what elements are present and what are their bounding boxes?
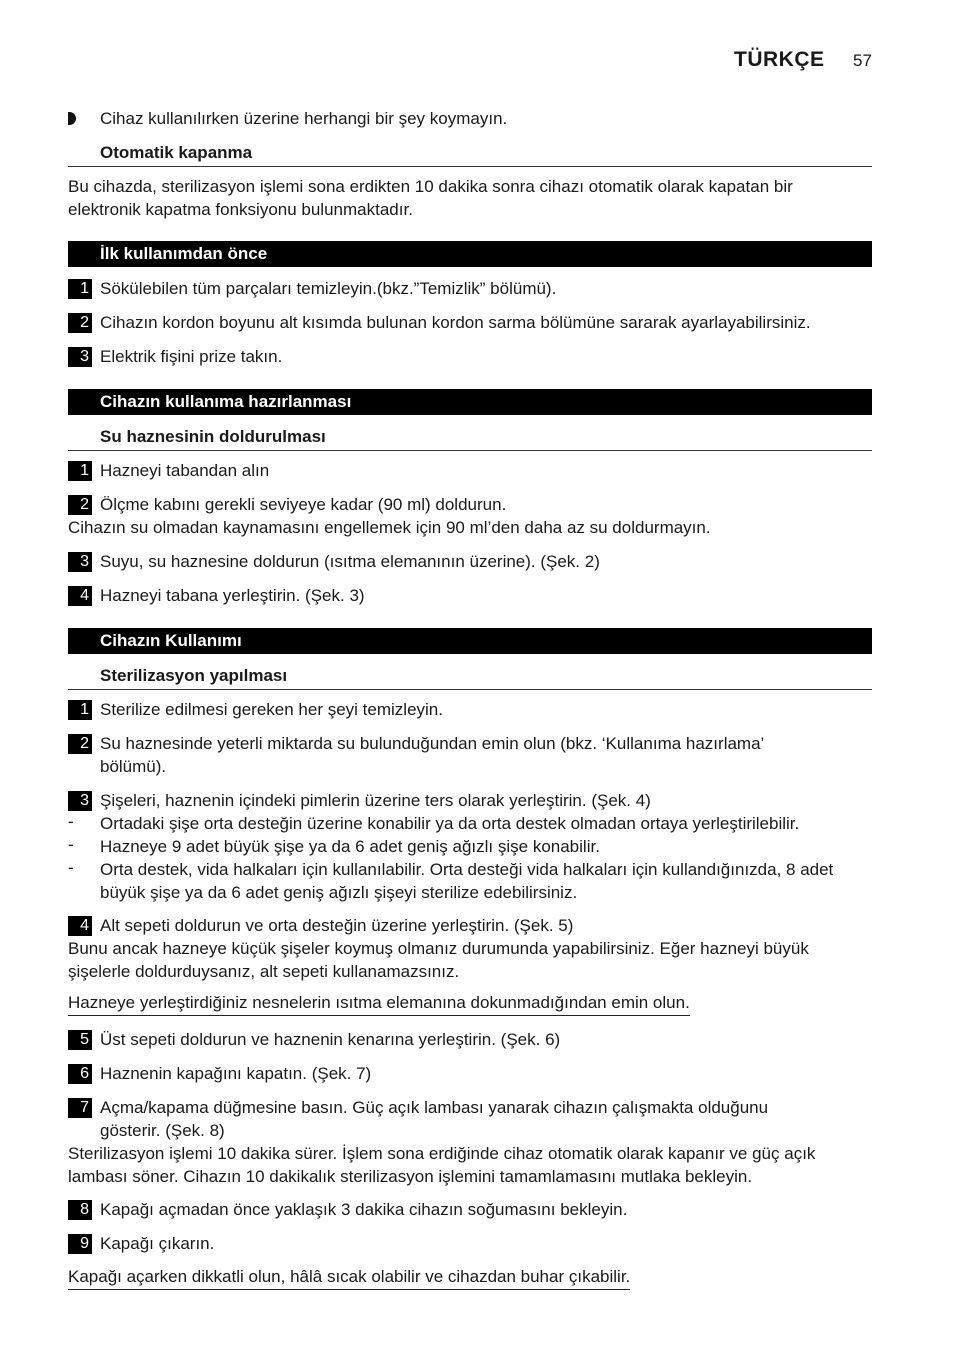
step-text: Şişeleri, haznenin içindeki pimlerin üzerine ters olarak yerleştirin. (Şek. 4): [100, 791, 651, 810]
step-text: Sökülebilen tüm parçaları temizleyin.(bkz.”Temizlik” bölümü).: [100, 279, 557, 298]
dash-item: Hazneye 9 adet büyük şişe ya da 6 adet geniş ağızlı şişe konabilir.: [100, 837, 600, 856]
step-number: 3: [68, 552, 92, 572]
dash-icon: -: [68, 858, 74, 877]
step-note: Cihazın su olmadan kaynamasını engellemek için 90 ml’den daha az su doldurmayın.: [68, 518, 711, 537]
usage-subheading: [68, 664, 872, 690]
warning-text: Hazneye yerleştirdiğiniz nesnelerin ısıtma elemanına dokunmadığından emin olun.: [68, 993, 690, 1016]
dash-item: Orta destek, vida halkaları için kullanılabilir. Orta desteği vida halkaları için kullandığınızda, 8 adet: [100, 860, 834, 879]
step-number: 1: [68, 700, 92, 720]
step-number: 2: [68, 734, 92, 754]
step-text: Cihazın kordon boyunu alt kısımda bulunan kordon sarma bölümüne sararak ayarlayabilirsiniz.: [100, 313, 811, 332]
step-number: 1: [68, 279, 92, 299]
step-text: Haznenin kapağını kapatın. (Şek. 7): [100, 1064, 372, 1083]
section-bar-usage: [68, 628, 872, 654]
step-number: 7: [68, 1098, 92, 1118]
step-text: Sterilize edilmesi gereken her şeyi temizleyin.: [100, 700, 443, 719]
bullet-icon: [68, 112, 76, 125]
step-number: 3: [68, 791, 92, 811]
step-note-cont: lambası söner. Cihazın 10 dakikalık sterilizasyon işlemini tamamlamasını mutlaka bekleyin.: [68, 1167, 753, 1186]
step-text: Hazneyi tabandan alın: [100, 461, 270, 480]
step-text: Hazneyi tabana yerleştirin. (Şek. 3): [100, 586, 365, 605]
step-number: 1: [68, 461, 92, 481]
step-text: Ölçme kabını gerekli seviyeye kadar (90 ml) doldurun.: [100, 495, 507, 514]
step-number: 9: [68, 1234, 92, 1254]
step-number: 2: [68, 495, 92, 515]
section-bar-first-use: [68, 241, 872, 267]
dash-icon: -: [68, 812, 74, 831]
step-number: 2: [68, 313, 92, 333]
preparation-subheading: [68, 425, 872, 451]
step-text: Açma/kapama düğmesine basın. Güç açık lambası yanarak cihazın çalışmakta olduğunu: [100, 1098, 769, 1117]
step-text: Su haznesinde yeterli miktarda su bulunduğundan emin olun (bkz. ‘Kullanıma hazırlama’: [100, 734, 765, 753]
section-title-first-use: İlk kullanımdan önce: [100, 244, 268, 263]
step-text-cont: bölümü).: [100, 757, 167, 776]
page-number: 57: [853, 51, 872, 70]
step-text: Üst sepeti doldurun ve haznenin kenarına yerleştirin. (Şek. 6): [100, 1030, 561, 1049]
auto-off-text-line2: elektronik kapatma fonksiyonu bulunmaktadır.: [68, 200, 413, 219]
step-note: Bunu ancak hazneye küçük şişeler koymuş olmanız durumunda yapabilirsiniz. Eğer hazneyi büyük: [68, 939, 809, 958]
section-title-usage: Cihazın Kullanımı: [100, 631, 242, 650]
language-label: TÜRKÇE: [734, 48, 825, 71]
dash-item: Ortadaki şişe orta desteğin üzerine konabilir ya da orta destek olmadan ortaya yerleştirilebilir.: [100, 814, 800, 833]
intro-bullet-text: Cihaz kullanılırken üzerine herhangi bir şey koymayın.: [100, 109, 508, 128]
section-title-preparation: Cihazın kullanıma hazırlanması: [100, 392, 352, 411]
preparation-subheading-text: Su haznesinin doldurulması: [100, 427, 326, 446]
step-number: 4: [68, 916, 92, 936]
dash-icon: -: [68, 835, 74, 854]
step-number: 8: [68, 1200, 92, 1220]
step-note-cont: şişelerle doldurduysanız, alt sepeti kullanamazsınız.: [68, 962, 460, 981]
step-text: Kapağı çıkarın.: [100, 1234, 215, 1253]
auto-off-heading-text: Otomatik kapanma: [100, 143, 253, 162]
auto-off-heading: [68, 141, 872, 167]
warning-text: Kapağı açarken dikkatli olun, hâlâ sıcak olabilir ve cihazdan buhar çıkabilir.: [68, 1267, 630, 1290]
step-text: Suyu, su haznesine doldurun (ısıtma elemanının üzerine). (Şek. 2): [100, 552, 600, 571]
section-bar-preparation: [68, 389, 872, 415]
step-number: 3: [68, 347, 92, 367]
auto-off-text-line1: Bu cihazda, sterilizasyon işlemi sona erdikten 10 dakika sonra cihazı otomatik olarak kapatan bir: [68, 177, 793, 196]
dash-item-cont: büyük şişe ya da 6 adet geniş ağızlı şişeyi sterilize edebilirsiniz.: [100, 883, 578, 902]
step-text: Kapağı açmadan önce yaklaşık 3 dakika cihazın soğumasını bekleyin.: [100, 1200, 628, 1219]
step-number: 6: [68, 1064, 92, 1084]
step-number: 5: [68, 1030, 92, 1050]
step-number: 4: [68, 586, 92, 606]
step-text-cont: gösterir. (Şek. 8): [100, 1121, 225, 1140]
step-text: Alt sepeti doldurun ve orta desteğin üzerine yerleştirin. (Şek. 5): [100, 916, 574, 935]
usage-subheading-text: Sterilizasyon yapılması: [100, 666, 288, 685]
step-note: Sterilizasyon işlemi 10 dakika sürer. İşlem sona erdiğinde cihaz otomatik olarak kapanır ve güç açık: [68, 1144, 816, 1163]
step-text: Elektrik fişini prize takın.: [100, 347, 283, 366]
